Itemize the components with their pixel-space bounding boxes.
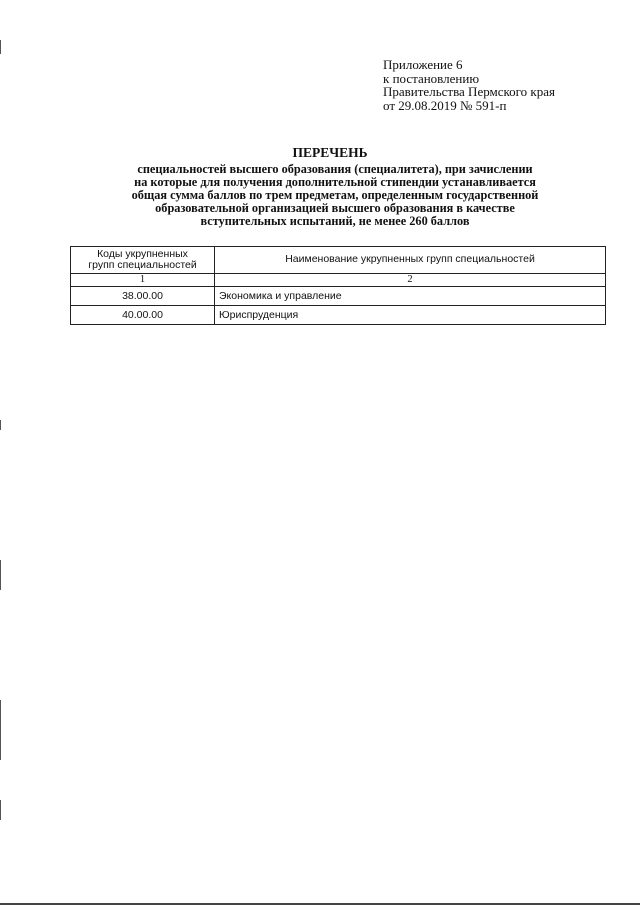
specialty-code: 40.00.00 <box>71 306 215 325</box>
scan-artifact <box>0 700 1 760</box>
appendix-date-number: от 29.08.2019 № 591-п <box>383 97 507 113</box>
scan-artifact <box>0 420 1 430</box>
subtitle-line: на которые для получения дополнительной стипендии устанавливается <box>134 175 536 189</box>
specialty-code: 38.00.00 <box>71 287 215 306</box>
appendix-reference <box>383 58 623 112</box>
document-subtitle <box>70 163 600 228</box>
appendix-number: Приложение 6 <box>383 57 463 72</box>
header-codes <box>71 247 215 274</box>
header-codes-line2: групп специальностей <box>88 259 197 271</box>
appendix-to-resolution: к постановлению <box>383 70 480 86</box>
subtitle-line: вступительных испытаний, не менее 260 баллов <box>200 214 470 228</box>
column-number: 2 <box>215 274 606 287</box>
scan-artifact <box>0 560 1 590</box>
table-row <box>71 306 606 325</box>
table-column-numbers-row <box>71 274 606 287</box>
scan-artifact <box>0 800 1 820</box>
appendix-government: Правительства Пермского края <box>383 84 555 99</box>
subtitle-line: образовательной организацией высшего образования в качестве <box>155 201 515 215</box>
subtitle-line: специальностей высшего образования (специалитета), при зачислении <box>137 162 533 176</box>
table-row <box>71 287 606 306</box>
header-names: Наименование укрупненных групп специальностей <box>215 247 606 274</box>
specialty-name: Юриспруденция <box>215 306 606 325</box>
column-number: 1 <box>71 274 215 287</box>
specialties-table <box>70 246 606 325</box>
header-codes-line1: Коды укрупненных <box>97 247 188 260</box>
subtitle-line: общая сумма баллов по трем предметам, определенным государственной <box>131 188 539 202</box>
document-title: ПЕРЕЧЕНЬ <box>292 145 368 160</box>
specialty-name: Экономика и управление <box>215 287 606 306</box>
scan-artifact <box>0 40 1 54</box>
table-header-row <box>71 247 606 274</box>
